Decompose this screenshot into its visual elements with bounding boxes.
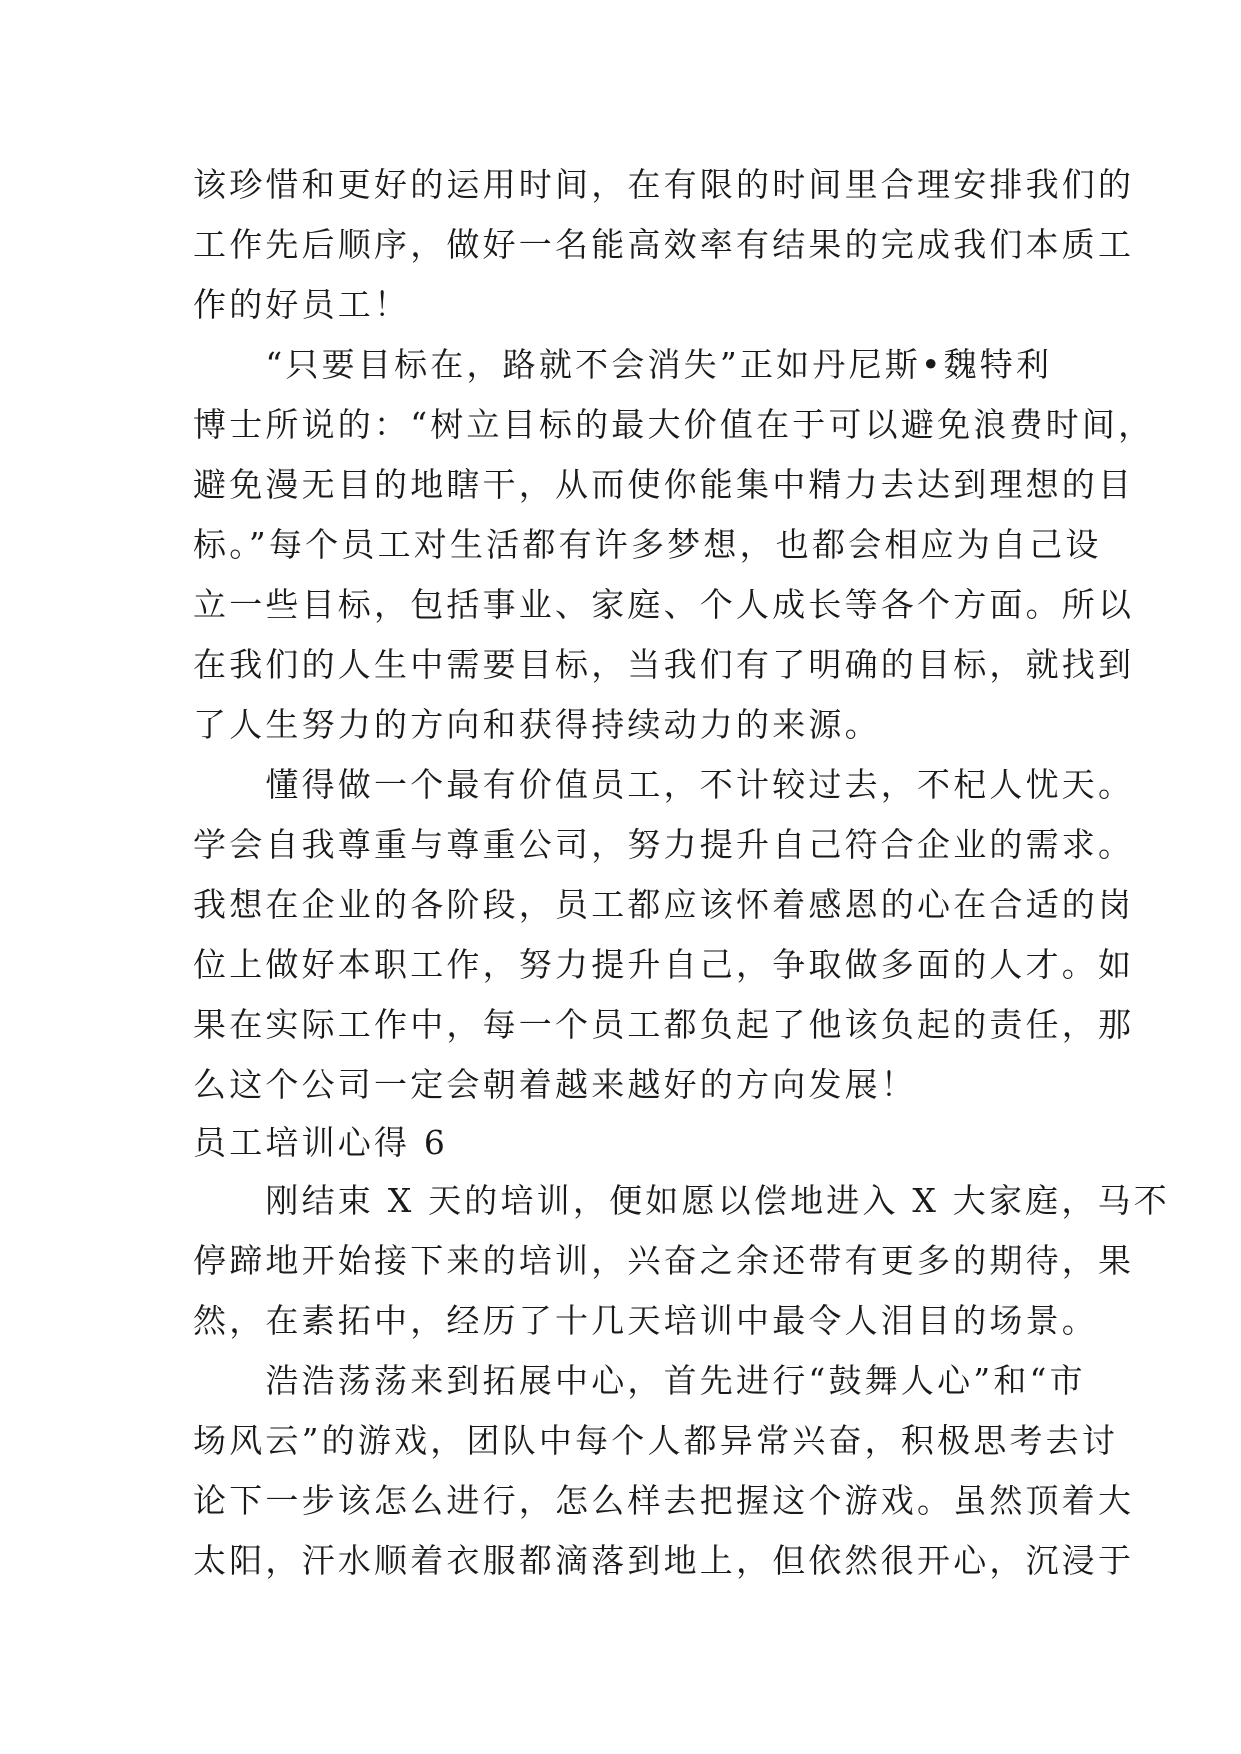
text-line: 避免漫无目的地瞎干，从而使你能集中精力去达到理想的目 bbox=[193, 465, 1135, 504]
text-line: 我想在企业的各阶段，员工都应该怀着感恩的心在合适的岗 bbox=[193, 885, 1135, 924]
text-line: 论下一步该怎么进行，怎么样去把握这个游戏。虽然顶着大 bbox=[193, 1481, 1135, 1520]
text-line: 标。”每个员工对生活都有许多梦想，也都会相应为自己设 bbox=[193, 525, 1102, 564]
section-heading: 员工培训心得 6 bbox=[193, 1123, 449, 1162]
body-text bbox=[193, 155, 1170, 1591]
text-line: 该珍惜和更好的运用时间，在有限的时间里合理安排我们的 bbox=[193, 165, 1135, 204]
text-line: 了人生努力的方向和获得持续动力的来源。 bbox=[193, 705, 881, 744]
text-line: 太阳，汗水顺着衣服都滴落到地上，但依然很开心，沉浸于 bbox=[193, 1541, 1135, 1580]
text-line: 然，在素拓中，经历了十几天培训中最令人泪目的场景。 bbox=[193, 1301, 1098, 1340]
text-line: 浩浩荡荡来到拓展中心，首先进行“鼓舞人心”和“市 bbox=[193, 1361, 1086, 1400]
text-line: 刚结束 X 天的培训，便如愿以偿地进入 X 大家庭，马不 bbox=[193, 1181, 1170, 1220]
text-line: 学会自我尊重与尊重公司，努力提升自己符合企业的需求。 bbox=[193, 825, 1135, 864]
text-line: 场风云”的游戏，团队中每个人都异常兴奋，积极思考去讨 bbox=[193, 1421, 1119, 1460]
text-line: 立一些目标，包括事业、家庭、个人成长等各个方面。所以 bbox=[193, 585, 1135, 624]
text-line: 么这个公司一定会朝着越来越好的方向发展！ bbox=[193, 1065, 917, 1104]
text-line: 工作先后顺序，做好一名能高效率有结果的完成我们本质工 bbox=[193, 225, 1135, 264]
text-line: 作的好员工！ bbox=[193, 285, 411, 324]
text-line: 在我们的人生中需要目标，当我们有了明确的目标，就找到 bbox=[193, 645, 1135, 684]
text-line: 博士所说的：“树立目标的最大价值在于可以避免浪费时间， bbox=[193, 405, 1155, 444]
text-line: 懂得做一个最有价值员工，不计较过去，不杞人忧天。 bbox=[193, 765, 1135, 804]
text-line: 停蹄地开始接下来的培训，兴奋之余还带有更多的期待，果 bbox=[193, 1241, 1135, 1280]
text-line: 位上做好本职工作，努力提升自己，争取做多面的人才。如 bbox=[193, 945, 1135, 984]
text-line: 果在实际工作中，每一个员工都负起了他该负起的责任，那 bbox=[193, 1005, 1135, 1044]
text-line: “只要目标在，路就不会消失”正如丹尼斯•魏特利 bbox=[193, 345, 1053, 384]
